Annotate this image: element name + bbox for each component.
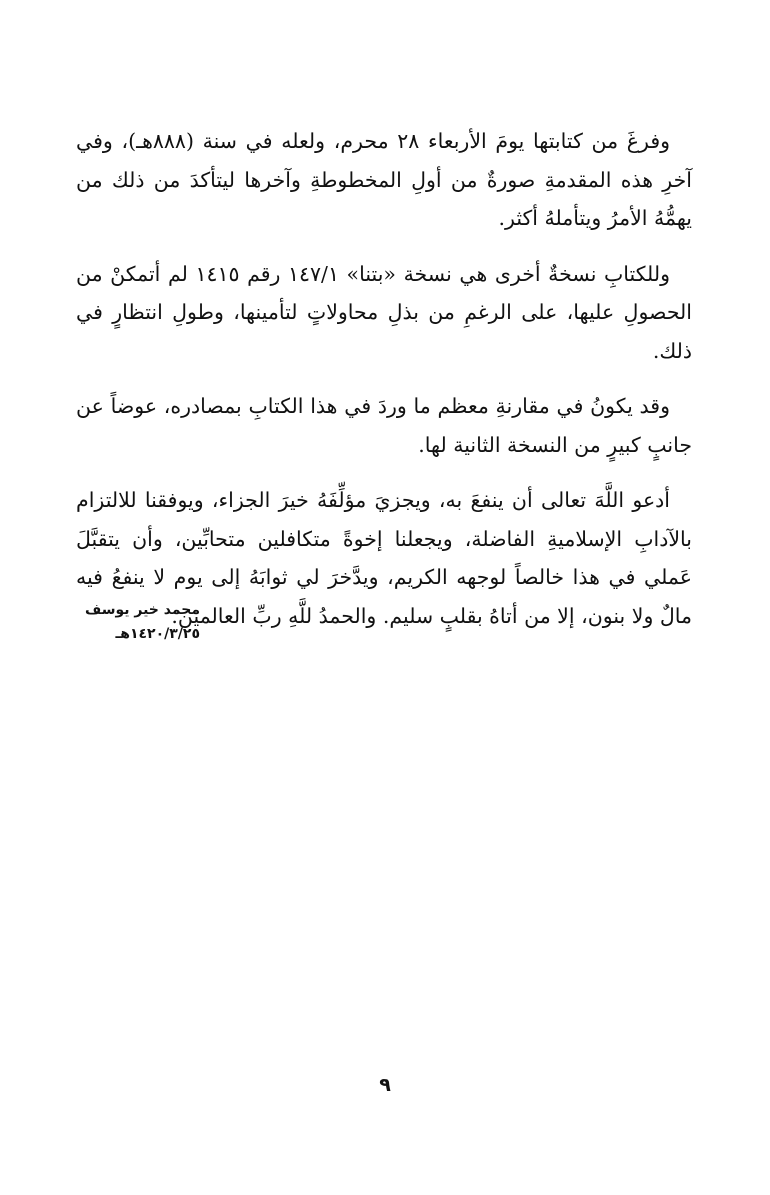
page-number: ٩ [379, 1074, 391, 1096]
body-text [76, 122, 692, 652]
paragraph-prayer: أدعو اللَّهَ تعالى أن ينفعَ به، ويجزيَ مؤلِّفَهُ خيرَ الجزاء، ويوفقنا للالتزام بالآدابِ الإسلاميةِ الفاضلة، ويجعلنا إخوةً متكافلين متحابِّين، وأن يتقبَّلَ عَملي في هذا خالصاً لوجهه الكريم، ويدَّخرَ لي ثوابَهُ إلى يوم لا ينفعُ فيه مالٌ ولا بنون، إلا من أتاهُ بقلبٍ سليم. والحمدُ للَّهِ ربِّ العالمين. [76, 488, 692, 628]
signature-block [0, 598, 200, 646]
paragraph-comparison: وقد يكونُ في مقارنةِ معظم ما وردَ في هذا الكتابِ بمصادره، عوضاً عن جانبٍ كبيرٍ من النسخة الثانية لها. [76, 394, 692, 457]
paragraph-colophon: وفرغَ من كتابتها يومَ الأربعاء ٢٨ محرم، ولعله في سنة (٨٨٨هـ)، وفي آخرِ هذه المقدمةِ صورةٌ من أولِ المخطوطةِ وآخرها ليتأكدَ من ذلك من يهمُّهُ الأمرُ ويتأملهُ أكثر. [76, 129, 692, 230]
signature-date: ١٤٢٠/٣/٢٥هـ [115, 626, 200, 642]
author-name: محمد خير يوسف [85, 602, 200, 618]
paragraph-second-copy: وللكتابِ نسخةٌ أخرى هي نسخة «بتنا» ١٤٧/١ رقم ١٤١٥ لم أتمكنْ من الحصولِ عليها، على الرغمِ من بذلِ محاولاتٍ لتأمينها، وطولِ انتظارٍ في ذلك. [76, 261, 692, 363]
